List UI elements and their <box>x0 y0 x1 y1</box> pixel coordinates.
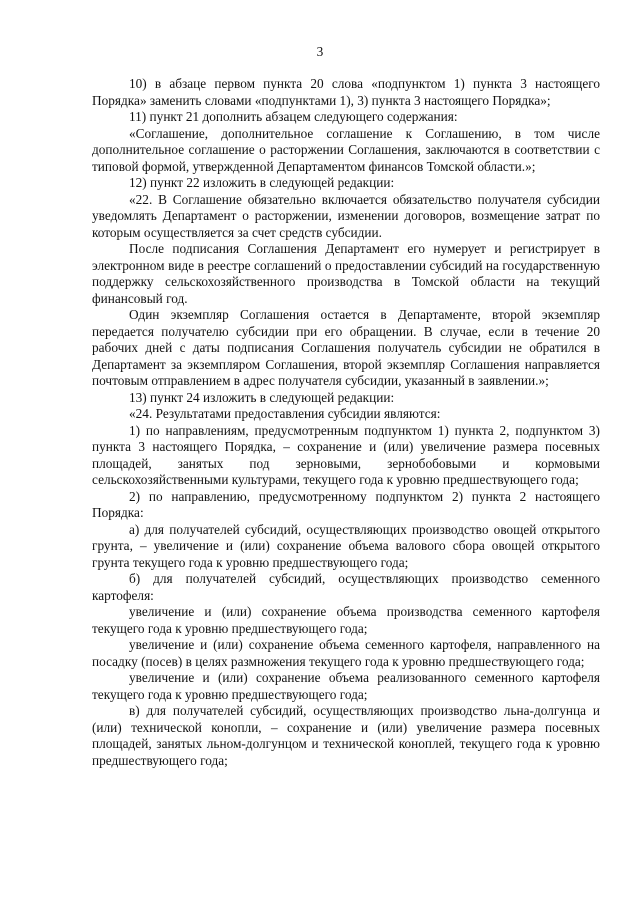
paragraph: 13) пункт 24 изложить в следующей редакции: <box>129 389 395 405</box>
paragraph: 2) по направлению, предусмотренному подпунктом 2) пункта 2 настоящего Порядка: <box>92 488 600 520</box>
paragraph: Один экземпляр Соглашения остается в Департаменте, второй экземпляр передается получателю субсидии при его обращении. В случае, если в течение 20 рабочих дней с даты подписания Соглашения получатель субсидии не обратился в Департамент за экземпляром Соглашения, второй экземпляр Соглашения направляется почтовым отправлением в адрес получателя субсидии, указанный в заявлении.»; <box>92 307 600 388</box>
paragraph: «Соглашение, дополнительное соглашение к Соглашению, в том числе дополнительное соглашение о расторжении Соглашения, заключаются в соответствии с типовой формой, утвержденной Департаментом финансов Томской области.»; <box>92 125 600 174</box>
document-body <box>92 76 600 769</box>
paragraph: 12) пункт 22 изложить в следующей редакции: <box>129 175 395 190</box>
paragraph: «24. Результатами предоставления субсидии являются: <box>129 406 441 421</box>
paragraph: увеличение и (или) сохранение объема производства семенного картофеля текущего года к уровню предшествующего года; <box>92 604 600 636</box>
paragraph: «22. В Соглашение обязательно включается обязательство получателя субсидии уведомлять Департамент о расторжении, изменении договоров, возмещение затрат по которым осуществляется за счет средств субсидии. <box>92 191 600 240</box>
paragraph: 11) пункт 21 дополнить абзацем следующего содержания: <box>129 109 458 124</box>
paragraph: увеличение и (или) сохранение объема семенного картофеля, направленного на посадку (посев) в целях размножения текущего года к уровню предшествующего года; <box>92 637 600 669</box>
paragraph: 10) в абзаце первом пункта 20 слова «подпунктом 1) пункта 3 настоящего Порядка» заменить словами «подпунктами 1), 3) пункта 3 настоящего Порядка»; <box>92 76 600 108</box>
page-number: 3 <box>316 44 324 59</box>
paragraph: 1) по направлениям, предусмотренным подпунктом 1) пункта 2, подпунктом 3) пункта 3 настоящего Порядка, – сохранение и (или) увеличение размера посевных площадей, занятых под зерновыми, зернобобовыми и кормовыми сельскохозяйственными культурами, текущего года к уровню предшествующего года; <box>92 422 600 487</box>
paragraph: увеличение и (или) сохранение объема реализованного семенного картофеля текущего года к уровню предшествующего года; <box>92 670 600 702</box>
paragraph: б) для получателей субсидий, осуществляющих производство семенного картофеля: <box>92 571 600 603</box>
paragraph: в) для получателей субсидий, осуществляющих производство льна-долгунца и (или) технической конопли, – сохранение и (или) увеличение размера посевных площадей, занятых льном-долгунцом и технической коноплей, текущего года к уровню предшествующего года; <box>92 703 600 768</box>
paragraph: а) для получателей субсидий, осуществляющих производство овощей открытого грунта, – увеличение и (или) сохранение объема валового сбора овощей открытого грунта текущего года к уровню предшествующего года; <box>92 521 600 570</box>
paragraph: После подписания Соглашения Департамент его нумерует и регистрирует в электронном виде в реестре соглашений о предоставлении субсидий на государственную поддержку сельскохозяйственного производства в Томской области на текущий финансовый год. <box>92 241 600 306</box>
